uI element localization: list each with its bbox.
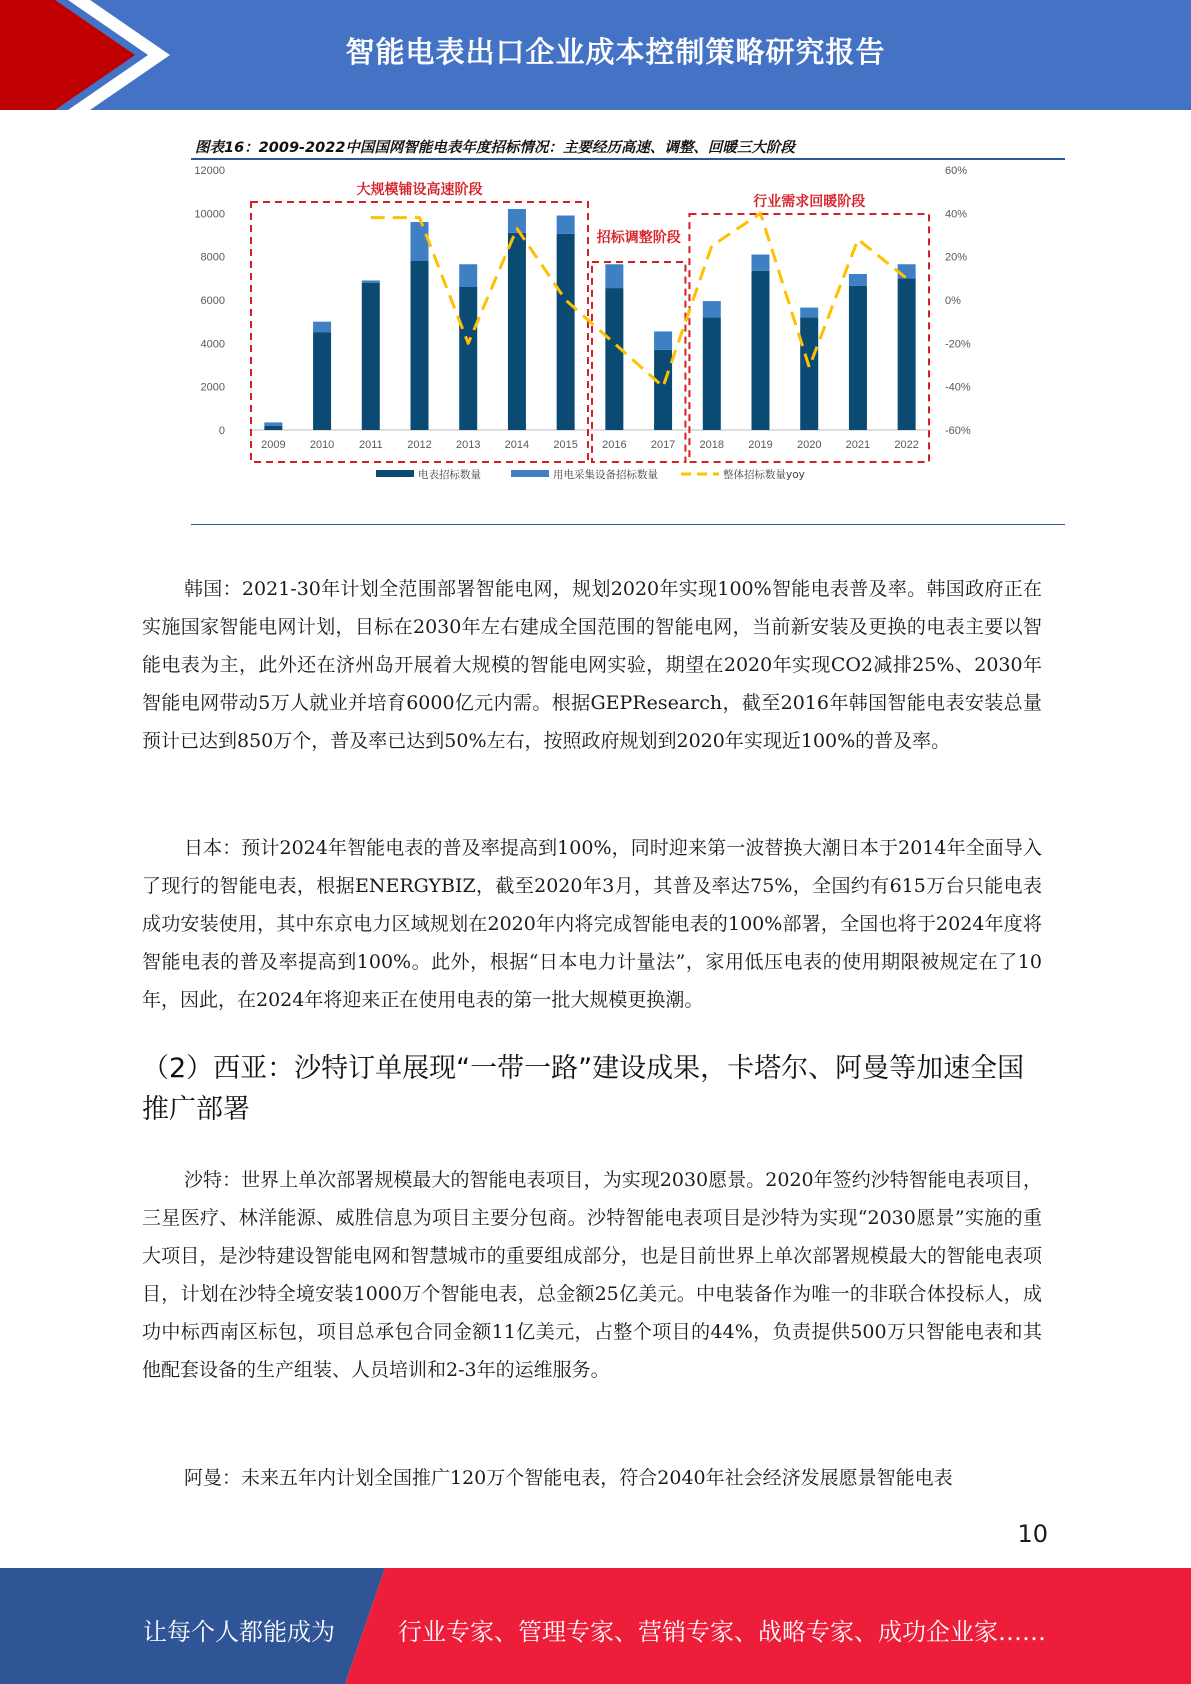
x-tick-label: 2020 xyxy=(796,439,822,451)
paragraph-saudi-text: 沙特：世界上单次部署规模最大的智能电表项目，为实现2030愿景。2020年签约沙特智能电表项目，三星医疗、林洋能源、威胜信息为项目主要分包商。沙特智能电表项目是沙特为实现“2030愿景”实施的重大项目，是沙特建设智能电网和智慧城市的重要组成部分，也是目前世界上单次部署规模最大的智能电表项目，计划在沙特全境安装1000万个智能电表，总金额25亿美元。中电装备作为唯一的非联合体投标人，成功中标西南区标包，项目总承包合同金额11亿美元，占整个项目的44%，负责提供500万只智能电表和其他配套设备的生产组装、人员培训和2-3年的运维服务。 xyxy=(142,1169,1042,1381)
tender-chart xyxy=(191,164,1065,524)
bar-collection-device-tender xyxy=(362,281,380,283)
x-tick-label: 2009 xyxy=(261,439,286,451)
page-header xyxy=(0,0,1191,110)
y-right-tick-label: -20% xyxy=(945,338,971,351)
chart-caption: 图表16：2009-2022中国国网智能电表年度招标情况：主要经历高速、调整、回暖三大阶段 xyxy=(195,140,795,156)
bar-meter-tender xyxy=(264,426,282,430)
x-tick-label: 2012 xyxy=(407,439,432,451)
phase-label: 招标调整阶段 xyxy=(596,230,681,246)
y-right-tick-label: 0% xyxy=(945,295,961,307)
bar-collection-device-tender xyxy=(605,264,623,288)
paragraph-oman xyxy=(142,1459,1042,1497)
paragraph-korea-text: 韩国：2021-30年计划全范围部署智能电网，规划2020年实现100%智能电表普及率。韩国政府正在实施国家智能电网计划，目标在2030年左右建成全国范围的智能电网，当前新安装及更换的电表主要以智能电表为主，此外还在济州岛开展着大规模的智能电网实验，期望在2020年实现CO2减排25%、2030年智能电网带动5万人就业并培育6000亿元内需。根据GEPResearch，截至2016年韩国智能电表安装总量预计已达到850万个，普及率已达到50%左右，按照政府规划到2020年实现近100%的普及率。 xyxy=(142,578,1042,752)
y-right-tick-label: 60% xyxy=(945,165,968,177)
bar-collection-device-tender xyxy=(703,301,721,317)
legend-label: 电表招标数量 xyxy=(418,469,481,481)
y-right-tick-label: 20% xyxy=(945,251,968,264)
figure-16 xyxy=(191,134,1065,528)
x-tick-label: 2015 xyxy=(553,439,578,451)
legend-swatch xyxy=(376,470,414,477)
y-left-tick-label: 6000 xyxy=(200,295,225,307)
bar-meter-tender xyxy=(459,287,477,430)
bar-meter-tender xyxy=(411,261,429,430)
paragraph-saudi xyxy=(142,1161,1042,1389)
x-tick-label: 2011 xyxy=(358,439,383,451)
paragraph-japan-text: 日本：预计2024年智能电表的普及率提高到100%，同时迎来第一波替换大潮日本于2014年全面导入了现行的智能电表，根据ENERGYBIZ，截至2020年3月，其普及率达75%，全国约有615万台只能电表成功安装使用，其中东京电力区域规划在2020年内将完成智能电表的100%部署，全国也将于2024年度将智能电表的普及率提高到100%。此外，根据“日本电力计量法”，家用低压电表的使用期限被规定在了10年，因此，在2024年将迎来正在使用电表的第一批大规模更换潮。 xyxy=(142,837,1042,1011)
bar-meter-tender xyxy=(800,317,818,430)
bar-collection-device-tender xyxy=(898,264,916,278)
bar-collection-device-tender xyxy=(459,264,477,287)
paragraph-japan xyxy=(142,829,1042,1019)
bar-collection-device-tender xyxy=(752,255,770,271)
x-tick-label: 2021 xyxy=(845,439,871,451)
legend-swatch xyxy=(511,470,549,477)
phase-label: 行业需求回暖阶段 xyxy=(753,194,866,210)
bar-collection-device-tender xyxy=(411,222,429,261)
bar-collection-device-tender xyxy=(557,216,575,234)
y-left-tick-label: 2000 xyxy=(200,381,225,394)
phase-label: 大规模铺设高速阶段 xyxy=(356,182,483,198)
x-tick-label: 2010 xyxy=(309,439,335,451)
y-left-tick-label: 12000 xyxy=(194,165,225,177)
bar-meter-tender xyxy=(313,333,331,431)
bar-meter-tender xyxy=(654,350,672,430)
bar-meter-tender xyxy=(849,286,867,430)
footer-slogan-left: 让每个人都能成为 xyxy=(143,1618,335,1646)
bar-collection-device-tender xyxy=(264,422,282,425)
x-tick-label: 2017 xyxy=(650,439,676,451)
page-footer xyxy=(0,1568,1191,1684)
paragraph-oman-text: 阿曼：未来五年内计划全国推广120万个智能电表，符合2040年社会经济发展愿景智能电表 xyxy=(184,1467,953,1489)
bar-meter-tender xyxy=(703,317,721,430)
bar-collection-device-tender xyxy=(654,331,672,349)
y-left-tick-label: 4000 xyxy=(200,338,225,351)
chart-bottom-rule xyxy=(191,524,1065,525)
bar-meter-tender xyxy=(557,234,575,430)
y-right-tick-label: -40% xyxy=(945,381,971,394)
x-tick-label: 2016 xyxy=(602,439,627,451)
bar-meter-tender xyxy=(508,233,526,430)
section-heading-west-asia: （2）西亚：沙特订单展现“一带一路”建设成果，卡塔尔、阿曼等加速全国推广部署 xyxy=(142,1053,1025,1125)
bar-meter-tender xyxy=(362,283,380,430)
y-right-tick-label: -60% xyxy=(945,425,971,437)
bar-meter-tender xyxy=(898,278,916,430)
x-tick-label: 2014 xyxy=(504,439,530,451)
bar-collection-device-tender xyxy=(849,274,867,286)
paragraph-korea xyxy=(142,570,1042,760)
page-number: 10 xyxy=(1017,1520,1048,1548)
header-title: 智能电表出口企业成本控制策略研究报告 xyxy=(345,35,886,69)
x-tick-label: 2018 xyxy=(699,439,725,451)
legend-label: 用电采集设备招标数量 xyxy=(553,469,658,481)
y-left-tick-label: 8000 xyxy=(200,251,225,264)
bar-collection-device-tender xyxy=(800,308,818,318)
bar-meter-tender xyxy=(752,271,770,430)
x-tick-label: 2013 xyxy=(455,439,481,451)
x-tick-label: 2022 xyxy=(894,439,919,451)
bar-meter-tender xyxy=(605,288,623,430)
legend-label: 整体招标数量yoy xyxy=(723,469,805,481)
y-right-tick-label: 40% xyxy=(945,208,968,221)
y-left-tick-label: 0 xyxy=(218,425,225,437)
bar-collection-device-tender xyxy=(313,322,331,333)
x-tick-label: 2019 xyxy=(748,439,773,451)
caption-rule xyxy=(191,158,1065,160)
y-left-tick-label: 10000 xyxy=(194,208,225,221)
footer-slogan-right: 行业专家、管理专家、营销专家、战略专家、成功企业家…… xyxy=(398,1618,1046,1646)
